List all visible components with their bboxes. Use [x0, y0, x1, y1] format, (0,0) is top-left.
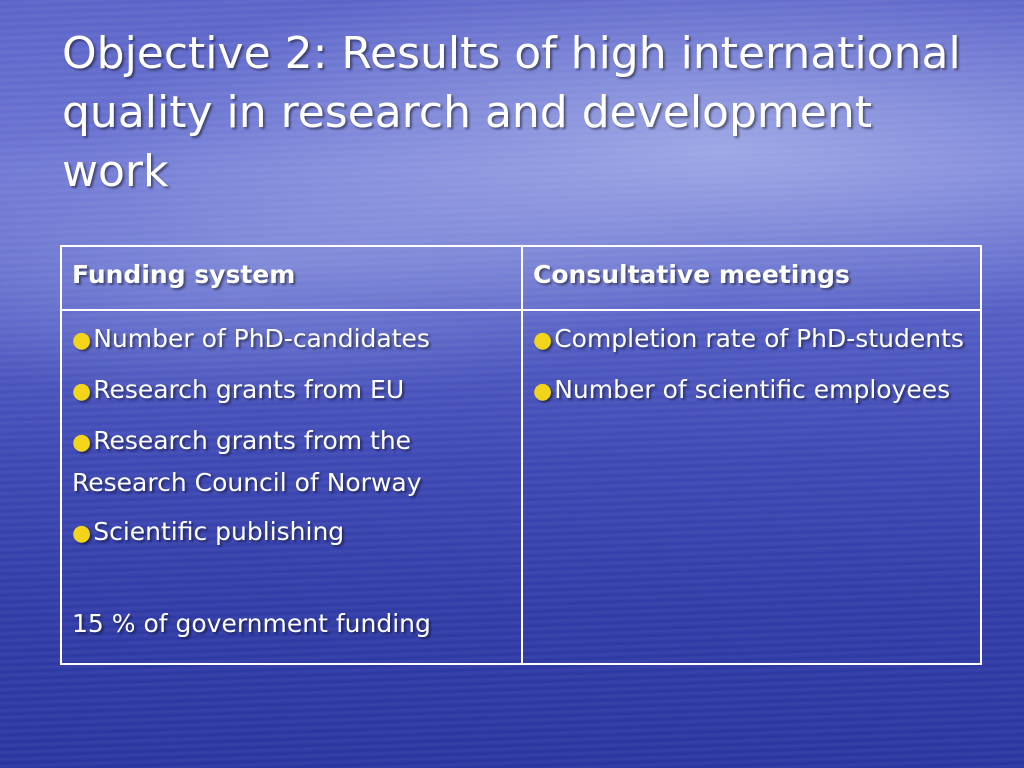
bullet-text: Number of scientific employees — [554, 375, 951, 404]
list-item — [533, 319, 970, 361]
funding-bullet-list — [72, 319, 511, 554]
bullet-icon: ● — [533, 379, 553, 404]
header-label: Funding system — [72, 260, 296, 289]
bullet-text: Number of PhD-candidates — [93, 324, 430, 353]
table-header-consultative-meetings — [523, 247, 980, 311]
list-item — [533, 370, 970, 412]
bullet-text: Completion rate of PhD-students — [554, 324, 964, 353]
metrics-table — [60, 245, 982, 665]
funding-footnote: 15 % of government funding — [72, 609, 431, 638]
consultative-bullet-list — [533, 319, 970, 412]
bullet-icon: ● — [72, 521, 92, 546]
funding-system-cell — [62, 311, 523, 663]
bullet-text: Research grants from EU — [93, 375, 405, 404]
list-item — [72, 319, 511, 361]
slide-title: Objective 2: Results of high international quality in research and development work — [62, 28, 961, 197]
bullet-icon: ● — [533, 328, 553, 353]
header-label: Consultative meetings — [533, 260, 850, 289]
bullet-text: Scientific publishing — [93, 517, 345, 546]
bullet-text: Research grants from the Research Council of Norway — [72, 426, 422, 497]
bullet-icon: ● — [72, 328, 92, 353]
table-header-funding-system — [62, 247, 523, 311]
bullet-icon: ● — [72, 430, 92, 455]
list-item — [72, 512, 511, 554]
consultative-meetings-cell — [523, 311, 980, 663]
bullet-icon: ● — [72, 379, 92, 404]
list-item — [72, 370, 511, 412]
list-item — [72, 421, 511, 503]
